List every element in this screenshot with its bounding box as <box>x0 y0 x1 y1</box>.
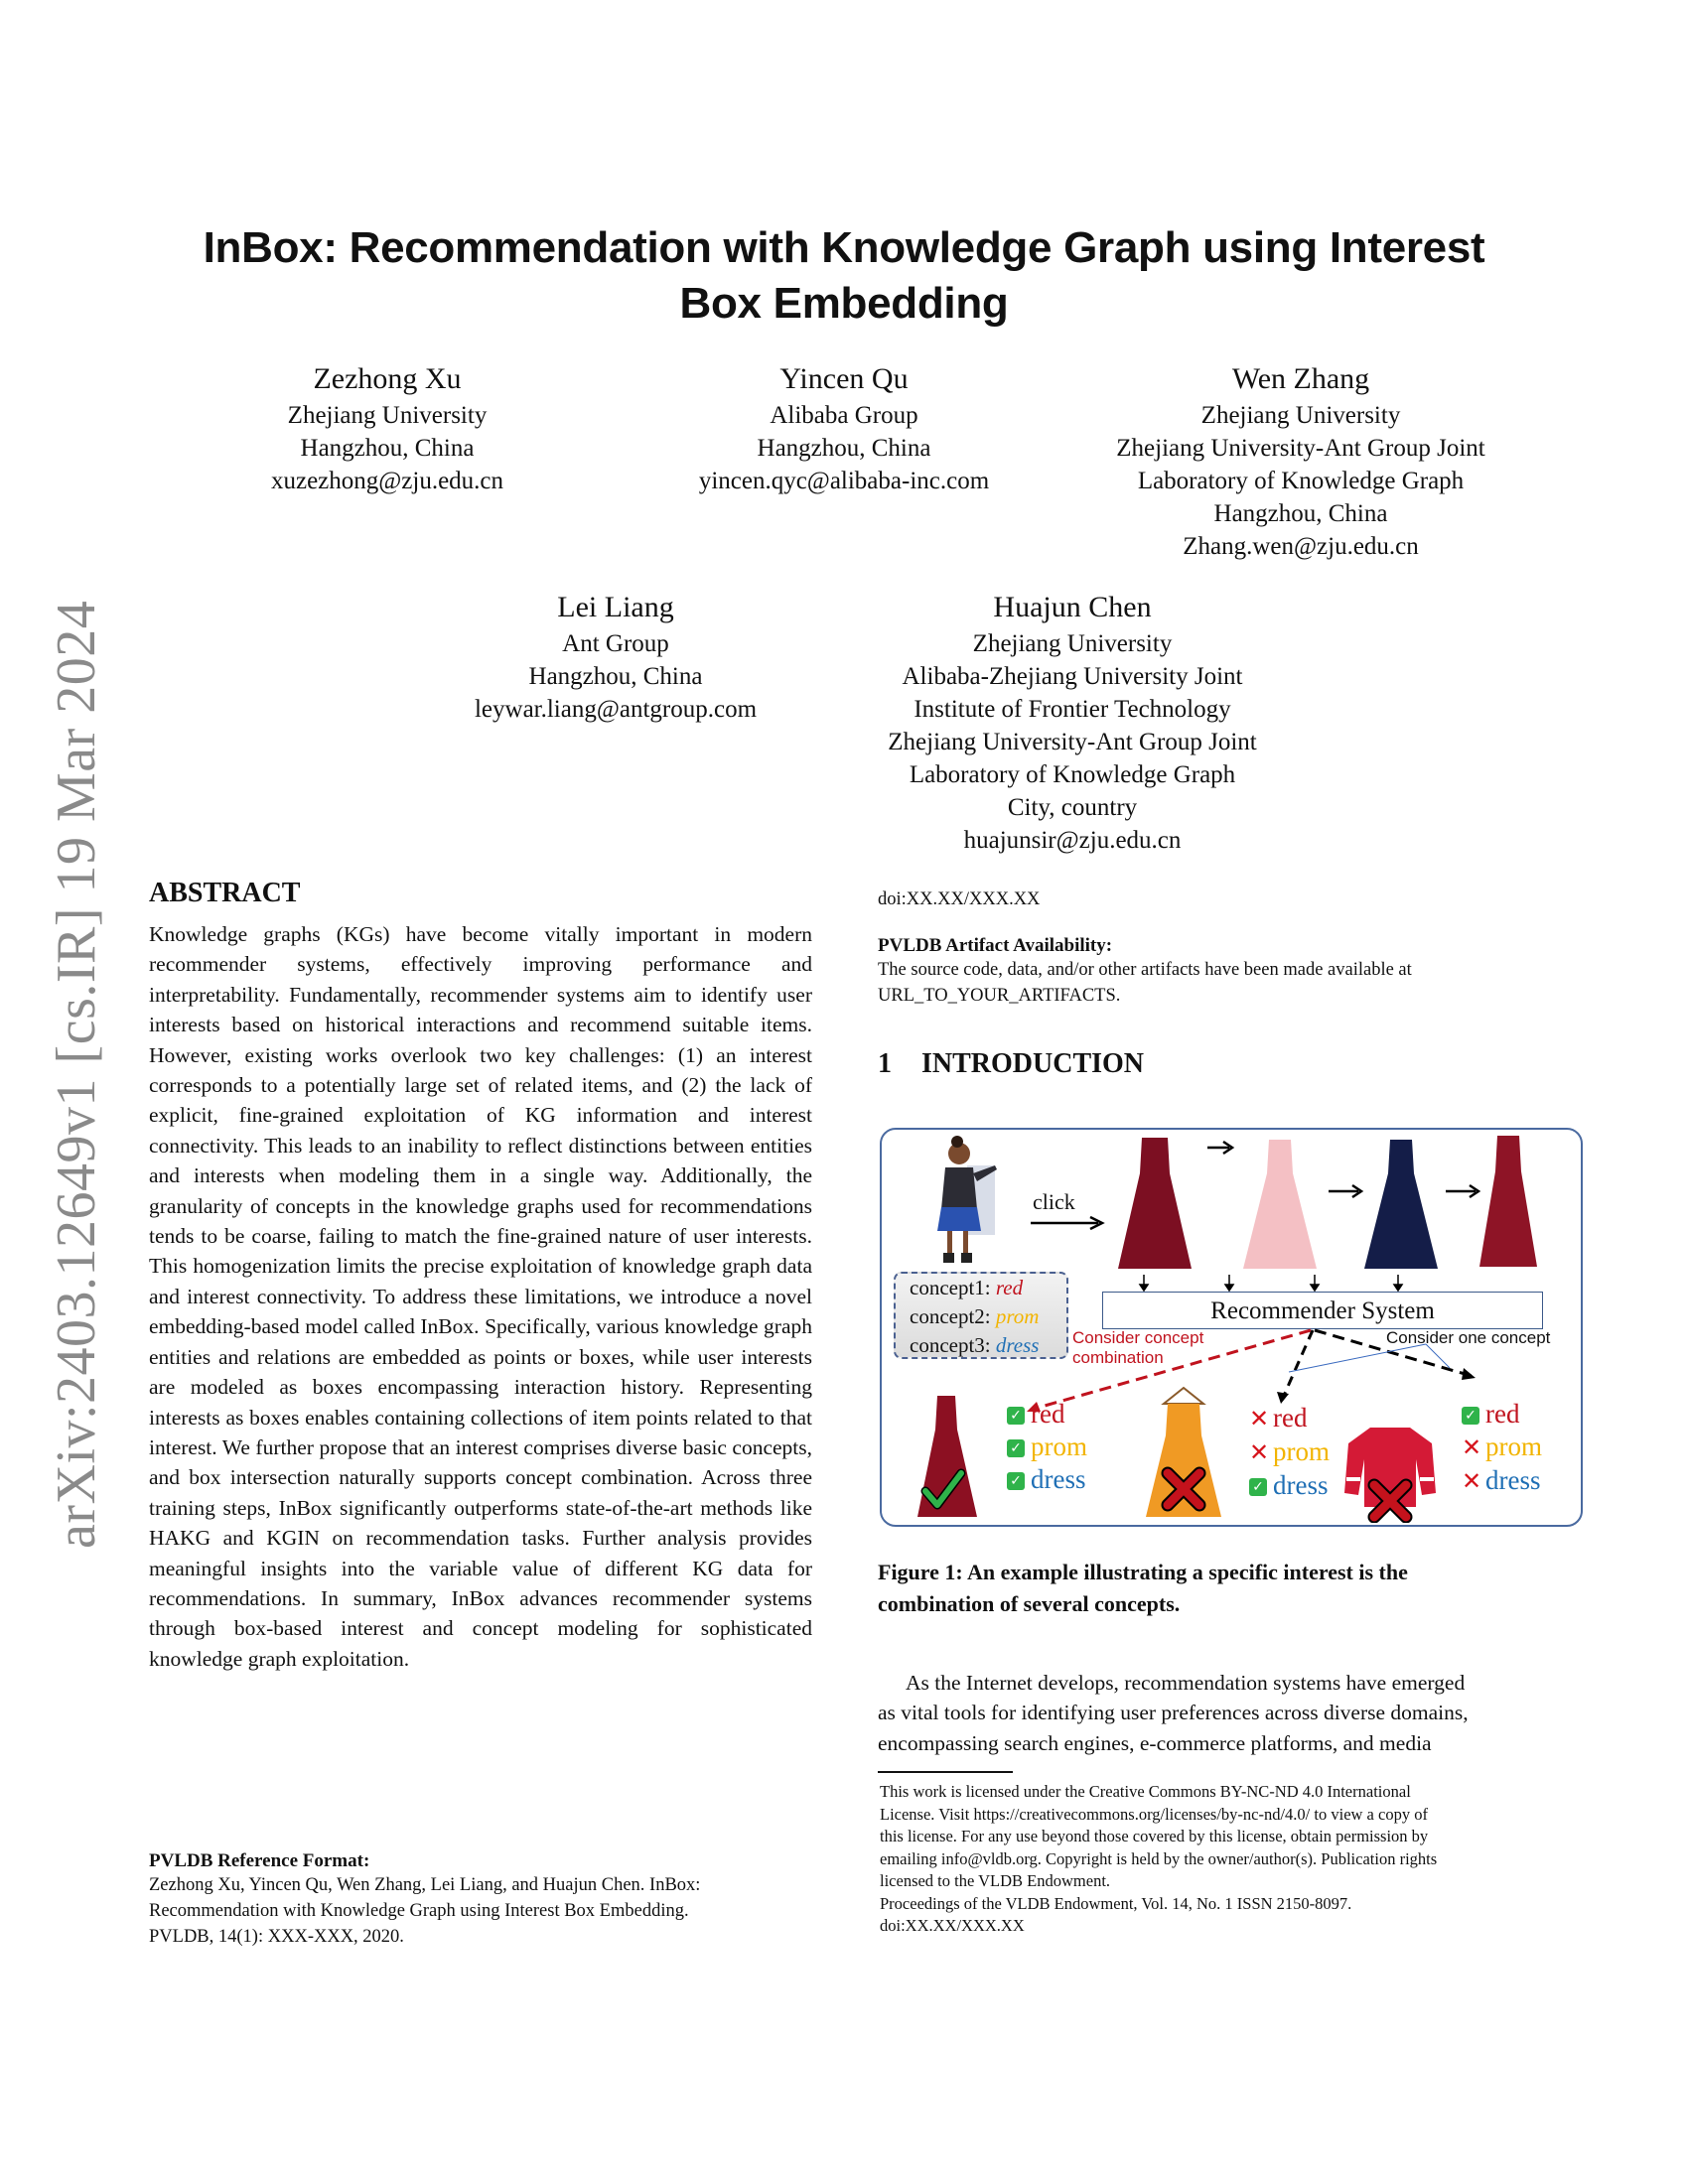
result-sweater-red-image <box>1342 1424 1438 1523</box>
artifact-url[interactable]: URL_TO_YOUR_ARTIFACTS. <box>878 986 1121 1006</box>
reference-line: Recommendation with Knowledge Graph using Interest Box Embedding. <box>149 1901 689 1921</box>
paper-title <box>119 220 1569 332</box>
arxiv-stamp: arXiv:2403.12649v1 [cs.IR] 19 Mar 2024 <box>46 600 107 1549</box>
footnote-divider <box>878 1771 1013 1773</box>
author-location: Hangzhou, China <box>528 663 703 690</box>
author-affiliation: Laboratory of Knowledge Graph <box>1137 468 1465 494</box>
dress-red-lace-image <box>1474 1132 1543 1271</box>
author-name: Wen Zhang <box>1231 362 1370 395</box>
author-block <box>1082 359 1519 563</box>
click-label: click <box>1033 1189 1075 1214</box>
result-marks-2: ✕ red ✕ prom ✓ dress <box>1249 1403 1330 1500</box>
figure-caption: Figure 1: An example illustrating a specific interest is the combination of several concepts. <box>878 1560 1408 1616</box>
arrow-right-icon <box>1205 1138 1235 1158</box>
author-affiliation: Alibaba-Zhejiang University Joint <box>902 663 1243 690</box>
dress-pink-image <box>1237 1134 1323 1273</box>
title-line-2: Box Embedding <box>679 279 1009 328</box>
check-icon: ✓ <box>1007 1472 1025 1490</box>
artifact-availability <box>878 935 1573 1009</box>
doi: doi:XX.XX/XXX.XX <box>878 889 1041 909</box>
abstract-heading: ABSTRACT <box>149 878 301 908</box>
concept-item: concept1: red <box>910 1276 1024 1299</box>
author-name: Huajun Chen <box>993 591 1152 623</box>
reference-format-heading: PVLDB Reference Format: <box>149 1850 370 1871</box>
introduction-text: As the Internet develops, recommendation systems have emerged as vital tools for identifying user preferences across diverse domains, encompassing search engines, e-commerce platforms, and media <box>878 1671 1469 1755</box>
check-icon: ✓ <box>1007 1407 1025 1425</box>
section-heading <box>878 1048 1144 1080</box>
author-email[interactable]: leywar.liang@antgroup.com <box>474 696 758 723</box>
user-illustration-icon <box>921 1136 1011 1275</box>
artifact-heading: PVLDB Artifact Availability: <box>878 935 1113 956</box>
one-concept-label: Consider one concept <box>1386 1328 1551 1347</box>
author-location: Hangzhou, China <box>1213 500 1388 527</box>
author-affiliation: Ant Group <box>562 630 669 657</box>
author-affiliation: Alibaba Group <box>770 402 918 429</box>
section-number: 1 <box>878 1048 892 1079</box>
concept-value-dress: dress <box>995 1333 1040 1357</box>
figure-1 <box>880 1128 1583 1527</box>
author-affiliation: Institute of Frontier Technology <box>914 696 1231 723</box>
result-dress-red-image <box>914 1394 981 1519</box>
dress-navy-image <box>1358 1134 1444 1273</box>
dress-burgundy-image <box>1112 1134 1197 1273</box>
cross-icon: ✕ <box>1249 1438 1270 1466</box>
author-block <box>854 588 1291 857</box>
title-line-1: InBox: Recommendation with Knowledge Graph using Interest <box>203 223 1485 272</box>
author-block <box>447 588 784 726</box>
author-location: Hangzhou, China <box>300 435 475 462</box>
abstract-text: Knowledge graphs (KGs) have become vitally important in modern recommender systems, effectively improving performance and interpretability. Fundamentally, recommender systems aim to identify user interests based on historical interactions and recommend suitable items. However, existing works overlook two key challenges: (1) an interest corresponds to a potentially large set of related items, and (2) the lack of explicit, fine-grained exploitation of KG information and interest connectivity. This leads to an inability to reflect distinctions between entities and interests when modeling them in a single way. Additionally, the granularity of concepts in the knowledge graphs used for recommendations tends to be coarse, failing to match the fine-grained nature of user interests. This homogenization limits the precise exploitation of knowledge graph data and interest connectivity. To address these limitations, we introduce a novel embedding-based model called InBox. Specifically, various knowledge graph entities and relations are embedded as points or boxes, while user interests are modeled as boxes encompassing interaction history. Representing interests as boxes enables containing collections of item points related to that interest. We further propose that an interest comprises diverse basic concepts, and box intersection naturally supports concept combination. Across three training steps, InBox significantly outperforms state-of-the-art methods like HAKG and KGIN on recommendation tasks. Further analysis provides meaningful insights into the variable value of different KG data for recommendations. In summary, InBox advances recommender systems through box-based interest and concept modeling for sophisticated knowledge graph exploitation. <box>149 922 812 1671</box>
author-affiliation: Laboratory of Knowledge Graph <box>909 761 1236 788</box>
author-affiliation: Zhejiang University <box>287 402 488 429</box>
reference-line: Zezhong Xu, Yincen Qu, Wen Zhang, Lei Liang, and Huajun Chen. InBox: <box>149 1875 701 1895</box>
author-name: Yincen Qu <box>779 362 909 395</box>
author-affiliation: Zhejiang University <box>1200 402 1401 429</box>
cross-icon: ✕ <box>1249 1405 1270 1433</box>
result-marks-1: ✓ red ✓ prom ✓ dress <box>1007 1398 1087 1496</box>
section-title: INTRODUCTION <box>921 1048 1145 1079</box>
result-marks-3: ✓ red ✕ prom ✕ dress <box>1462 1398 1542 1498</box>
reference-line: PVLDB, 14(1): XXX-XXX, 2020. <box>149 1927 404 1947</box>
author-email[interactable]: xuzezhong@zju.edu.cn <box>270 468 504 494</box>
author-affiliation: Zhejiang University-Ant Group Joint <box>1116 435 1485 462</box>
concept-value-red: red <box>995 1276 1024 1299</box>
author-email[interactable]: huajunsir@zju.edu.cn <box>963 827 1182 854</box>
author-name: Lei Liang <box>557 591 674 623</box>
concept-item: concept3: dress <box>910 1333 1040 1357</box>
author-email[interactable]: yincen.qyc@alibaba-inc.com <box>698 468 990 494</box>
check-icon: ✓ <box>1007 1439 1025 1457</box>
arrow-right-icon <box>1029 1215 1108 1231</box>
check-icon: ✓ <box>1462 1407 1479 1425</box>
author-name: Zezhong Xu <box>313 362 462 395</box>
cross-icon: ✕ <box>1462 1433 1482 1461</box>
author-affiliation: Zhejiang University-Ant Group Joint <box>888 729 1257 755</box>
check-icon: ✓ <box>1249 1478 1267 1496</box>
down-arrows-icon <box>1136 1275 1493 1293</box>
author-email[interactable]: Zhang.wen@zju.edu.cn <box>1183 533 1419 560</box>
artifact-line: The source code, data, and/or other artifacts have been made available at <box>878 960 1412 980</box>
author-location: Hangzhou, China <box>757 435 931 462</box>
author-location: City, country <box>1007 794 1138 821</box>
author-block <box>655 359 1033 497</box>
license-footnote: This work is licensed under the Creative Commons BY-NC-ND 4.0 International License. Visit https://creativecommons.org/licenses/by-nc-nd/4.0/ to view a copy of this license. For any use beyond those covered by this license, obtain permission by emailing info@vldb.org. Copyright is held by the owner/author(s). Publication rights licensed to the VLDB Endowment. Proceedings of the VLDB Endowment, Vol. 14, No. 1 ISSN 2150-8097. doi:XX.XX/XXX.XX <box>880 1782 1438 1935</box>
reference-format <box>149 1850 824 1950</box>
result-dress-orange-image <box>1142 1386 1225 1519</box>
concept-value-prom: prom <box>995 1304 1040 1328</box>
recommender-system-box: Recommender System <box>1102 1292 1543 1329</box>
cross-icon: ✕ <box>1462 1467 1482 1495</box>
author-block <box>238 359 536 497</box>
author-affiliation: Zhejiang University <box>972 630 1173 657</box>
combination-label: Consider concept combination <box>1072 1328 1204 1367</box>
concept-item: concept2: prom <box>910 1304 1040 1328</box>
